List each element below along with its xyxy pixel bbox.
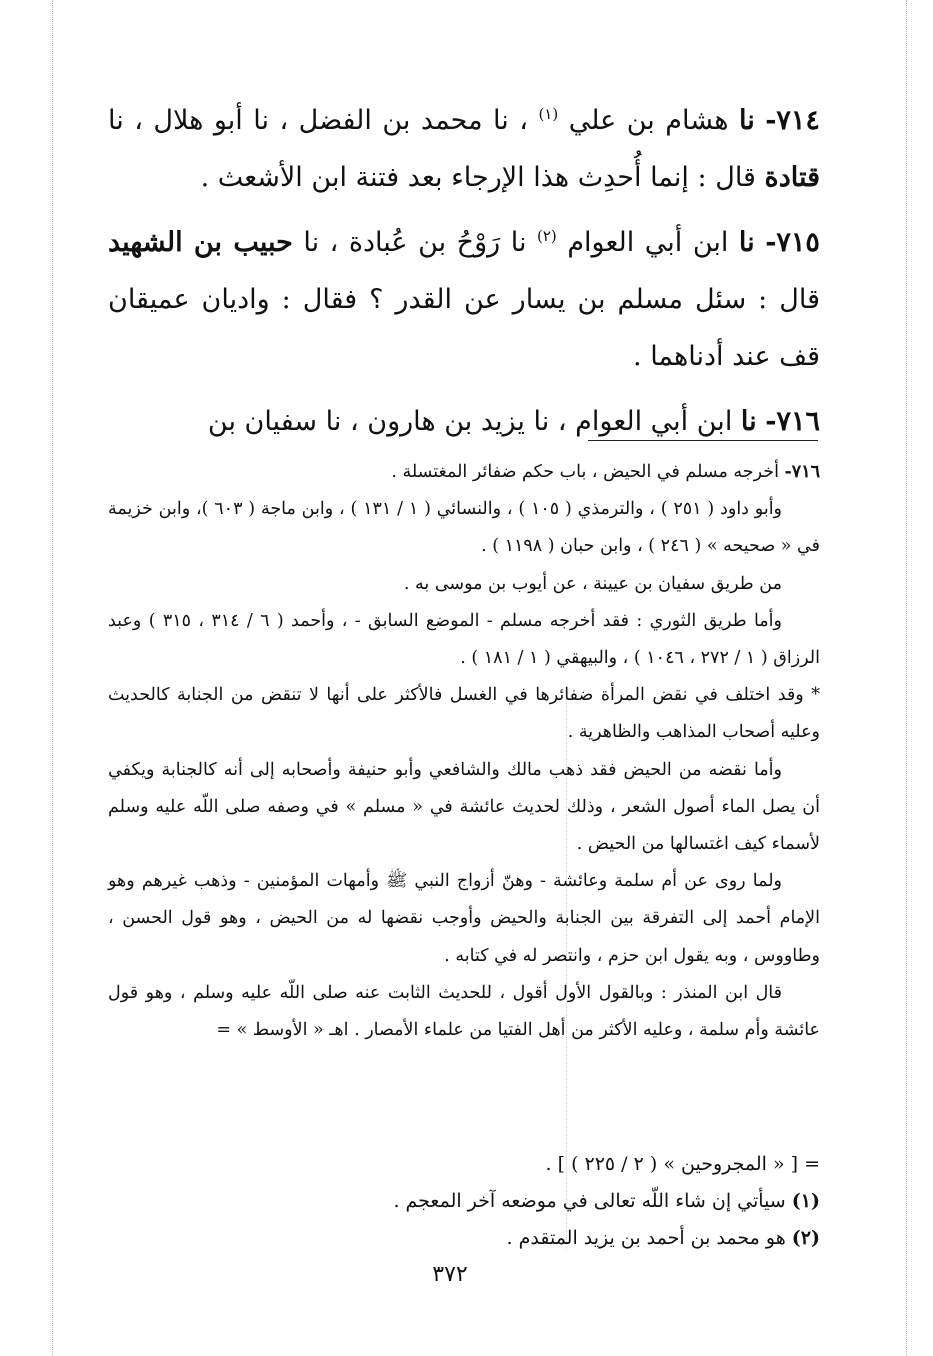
hadith-number: ٧١٤- (765, 105, 820, 136)
footnote-item (108, 1183, 820, 1220)
scan-artifact-line (52, 0, 53, 1356)
footnote-ref: (١) (538, 105, 559, 123)
hadith-number: ٧١٥- (765, 227, 820, 258)
notes-paragraph: * وقد اختلف في نقض المرأة ضفائرها في الغسل فالأكثر على أنها لا تنقض من الجنابة كالحديث وعليه أصحاب المذاهب والظاهرية . (108, 685, 820, 743)
notes-heading (108, 454, 820, 491)
hadith-text: ابن أبي العوام (567, 227, 729, 258)
hadith-text: ابن أبي العوام ، نا يزيد بن هارون ، نا سفيان بن (207, 406, 733, 437)
hadith-text: قال : سئل مسلم بن يسار عن القدر ؟ فقال : واديان عميقان قف عند أدناهما . (108, 284, 820, 372)
footnote-marker: (٢) (791, 1227, 820, 1249)
narrator-name: حبيب بن الشهيد (108, 227, 293, 258)
page-number: ٣٧٢ (432, 1262, 468, 1287)
hadith-text: نا رَوْحُ بن عُبادة ، نا (303, 227, 527, 258)
notes-paragraph: ولما روى عن أم سلمة وعائشة - وهنّ أزواج النبي ﷺ وأمهات المؤمنين - وذهب غيرهم وهو الإمام أحمد إلى التفرقة بين الجنابة والحيض وأوجب نقضها له من الحيض ، وهو قول الحسن ، وطاووس ، وبه يقول ابن حزم ، وانتصر له في كتابه . (108, 871, 820, 966)
footnote-text: سيأتي إن شاء اللّه تعالى في موضعه آخر المعجم . (393, 1190, 786, 1212)
footnote-marker: (١) (791, 1190, 820, 1212)
main-text (108, 92, 820, 458)
notes-paragraph: من طريق سفيان بن عيينة ، عن أيوب بن موسى به . (403, 573, 782, 594)
narrator-name: قتادة (764, 162, 820, 193)
footnote-continuation: = [ « المجروحين » ( ٢ / ٢٢٥ ) ] . (545, 1153, 820, 1175)
notes-heading-text: أخرجه مسلم في الحيض ، باب حكم ضفائر المغتسلة . (391, 462, 779, 482)
narration-marker: نا (738, 227, 755, 258)
footnote-text: هو محمد بن أحمد بن يزيد المتقدم . (506, 1227, 786, 1249)
hadith-714 (108, 92, 820, 206)
hadith-text: هشام بن علي (568, 105, 729, 136)
narration-marker: نا (738, 105, 755, 136)
narration-marker: نا (740, 406, 757, 437)
hadith-number: ٧١٦- (765, 406, 820, 437)
notes-hadith-number: ٧١٦- (784, 462, 820, 482)
hadith-text: قال : إنما أُحدِث هذا الإرجاء بعد فتنة ابن الأشعث . (200, 162, 756, 193)
notes-paragraph: قال ابن المنذر : وبالقول الأول أقول ، للحديث الثابت عنه صلى اللّه عليه وسلم ، وهو قول عائشة وأم سلمة ، وعليه الأكثر من أهل الفتيا من علماء الأمصار . اهـ « الأوسط » = (108, 982, 820, 1041)
footnotes (108, 1146, 820, 1257)
scan-artifact-line (906, 0, 907, 1356)
notes-paragraph: وأما نقضه من الحيض فقد ذهب مالك والشافعي وأبو حنيفة وأصحابه إلى أنه كالجنابة ويكفي أن يصل الماء أصول الشعر ، وذلك لحديث عائشة في « مسلم » في وصفه صلى اللّه عليه وسلم لأسماء كيف اغتسالها من الحيض . (108, 759, 820, 855)
commentary-notes (108, 454, 820, 1049)
hadith-715 (108, 214, 820, 385)
hadith-text: ، نا محمد بن الفضل ، نا أبو هلال ، نا (108, 105, 528, 136)
footnote-separator (588, 440, 818, 441)
notes-paragraph: وأما طريق الثوري : فقد أخرجه مسلم - الموضع السابق - ، وأحمد ( ٦ / ٣١٤ ، ٣١٥ ) وعبد الرزاق ( ١ / ٢٧٢ ، ١٠٤٦ ) ، والبيهقي ( ١ / ١٨١ ) . (108, 610, 820, 669)
footnote-ref: (٢) (537, 227, 557, 245)
footnote-item (108, 1220, 820, 1257)
notes-paragraph: وأبو داود ( ٢٥١ ) ، والترمذي ( ١٠٥ ) ، والنسائي ( ١ / ١٣١ ) ، وابن ماجة ( ٦٠٣ )، وابن خزيمة في « صحيحه » ( ٢٤٦ ) ، وابن حبان ( ١١٩٨ ) . (108, 499, 820, 557)
hadith-716 (108, 393, 820, 450)
